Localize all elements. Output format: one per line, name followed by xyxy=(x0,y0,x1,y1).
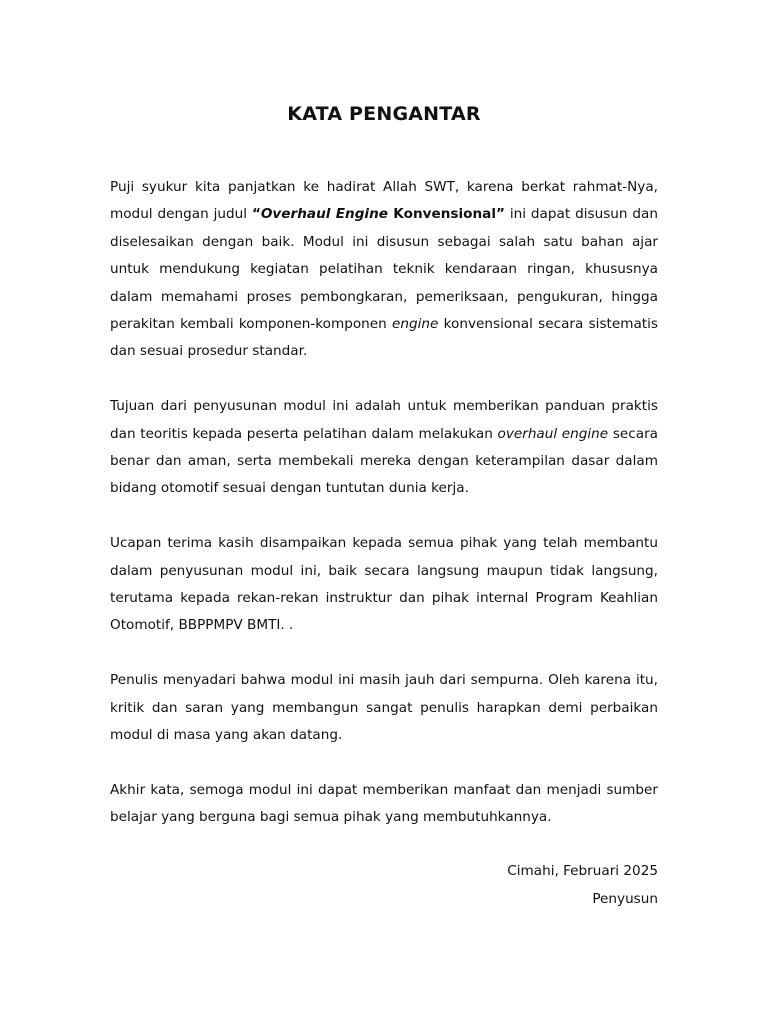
body-text xyxy=(110,174,658,859)
module-title-close-quote: ” xyxy=(495,206,505,223)
module-title-bold: Konvensional xyxy=(387,206,496,223)
place-date: Cimahi, Februari 2025 xyxy=(507,863,658,879)
paragraph-thanks: Ucapan terima kasih disampaikan kepada semua pihak yang telah membantu dalam penyusunan modul ini, baik secara langsung maupun tidak langsung, terutama kepada rekan-rekan instruktur dan pihak internal Program Keahlian Otomotif, BBPPMPV BMTI. . xyxy=(110,535,658,634)
paragraph-purpose-text-b: secara benar dan aman, serta membekali mereka dengan keterampilan dasar dalam bidang otomotif sesuai dengan tuntutan dunia kerja. xyxy=(110,425,658,497)
paragraph-purpose-text-a: Tujuan dari penyusunan modul ini adalah untuk memberikan panduan praktis dan teoritis kepada peserta pelatihan dalam melakukan xyxy=(110,398,658,442)
engine-term: engine xyxy=(392,316,439,333)
paragraph-intro xyxy=(110,174,658,366)
paragraph-closing: Akhir kata, semoga modul ini dapat memberikan manfaat dan menjadi sumber belajar yang berguna bagi semua pihak yang membutuhkannya. xyxy=(110,781,658,826)
signature-block xyxy=(507,857,658,913)
paragraph-intro-text-b: ini dapat disusun dan diselesaikan dengan baik. Modul ini disusun sebagai salah satu bahan ajar untuk mendukung kegiatan pelatihan teknik kendaraan ringan, khususnya dalam memahami proses pembongkaran, pemeriksaan, pengukuran, hingga perakitan kembali komponen-komponen xyxy=(110,206,658,333)
paragraph-intro-text-c: konvensional secara sistematis dan sesuai prosedur standar. xyxy=(110,316,658,360)
paragraph-intro-text-a: Puji syukur kita panjatkan ke hadirat Allah SWT, karena berkat rahmat-Nya, modul dengan judul xyxy=(110,179,658,223)
author-label: Penyusun xyxy=(592,891,658,907)
page-title: KATA PENGANTAR xyxy=(287,103,481,125)
paragraph-acknowledgement: Penulis menyadari bahwa modul ini masih jauh dari sempurna. Oleh karena itu, kritik dan saran yang membangun sangat penulis harapkan demi perbaikan modul di masa yang akan datang. xyxy=(110,672,658,744)
module-title xyxy=(252,206,505,222)
module-title-italic: Overhaul Engine xyxy=(260,206,388,223)
paragraph-purpose xyxy=(110,393,658,503)
module-title-open-quote: “ xyxy=(251,206,261,223)
overhaul-engine-term: overhaul engine xyxy=(497,425,609,442)
